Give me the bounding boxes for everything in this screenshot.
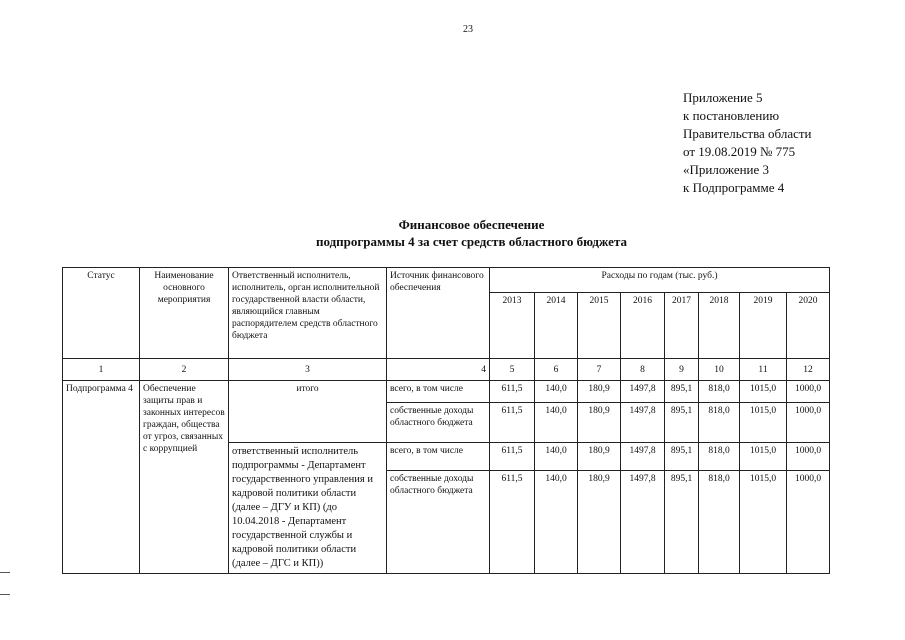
header-expenses: Расходы по годам (тыс. руб.) xyxy=(490,268,830,293)
margin-mark xyxy=(0,594,10,595)
value-cell: 1015,0 xyxy=(740,381,787,403)
value-cell: 1000,0 xyxy=(787,381,830,403)
col-number: 1 xyxy=(63,359,140,381)
col-number: 11 xyxy=(740,359,787,381)
appendix-line: Приложение 5 xyxy=(683,90,763,105)
value-cell: 611,5 xyxy=(490,381,535,403)
value-cell: 611,5 xyxy=(490,443,535,471)
value-cell: 1000,0 xyxy=(787,403,830,443)
value-cell: 611,5 xyxy=(490,470,535,573)
value-cell: 1497,8 xyxy=(621,381,665,403)
value-cell: 140,0 xyxy=(535,403,578,443)
header-year: 2014 xyxy=(535,293,578,359)
header-year: 2017 xyxy=(665,293,699,359)
header-measure: Наименование основного мероприятия xyxy=(140,268,229,359)
value-cell: 1015,0 xyxy=(740,443,787,471)
col-number: 4 xyxy=(387,359,490,381)
value-cell: 1000,0 xyxy=(787,470,830,573)
executor-cell: итого xyxy=(229,381,387,443)
appendix-line: «Приложение 3 xyxy=(683,162,770,177)
title-line-2: подпрограммы 4 за счет средств областного бюджета xyxy=(315,234,627,249)
appendix-line: к Подпрограмме 4 xyxy=(683,180,785,195)
appendix-line: от 19.08.2019 № 775 xyxy=(683,144,796,159)
value-cell: 818,0 xyxy=(699,403,740,443)
value-cell: 140,0 xyxy=(535,381,578,403)
status-cell: Подпрограмма 4 xyxy=(63,381,140,574)
col-number: 6 xyxy=(535,359,578,381)
appendix-line: Правительства области xyxy=(683,126,812,141)
value-cell: 180,9 xyxy=(578,403,621,443)
header-year: 2019 xyxy=(740,293,787,359)
document-title xyxy=(0,216,905,250)
value-cell: 818,0 xyxy=(699,443,740,471)
source-cell: всего, в том числе xyxy=(387,381,490,403)
value-cell: 1497,8 xyxy=(621,470,665,573)
header-executor: Ответственный исполнитель, исполнитель, орган исполнительной государственной власти области, являющийся главным распорядителем средств областного бюджета xyxy=(229,268,387,359)
value-cell: 895,1 xyxy=(665,443,699,471)
value-cell: 611,5 xyxy=(490,403,535,443)
value-cell: 140,0 xyxy=(535,443,578,471)
header-year: 2020 xyxy=(787,293,830,359)
executor-cell: ответственный исполнитель подпрограммы - Департамент государственного управления и кадровой политики области (далее – ДГУ и КП) (до 10.04.2018 - Департамент государственной службы и кадровой политики области (далее – ДГС и КП)) xyxy=(229,443,387,574)
value-cell: 1015,0 xyxy=(740,470,787,573)
margin-mark xyxy=(0,572,10,573)
source-cell: собственные доходы областного бюджета xyxy=(387,403,490,443)
value-cell: 1497,8 xyxy=(621,443,665,471)
appendix-block xyxy=(683,89,812,197)
value-cell: 1015,0 xyxy=(740,403,787,443)
header-year: 2015 xyxy=(578,293,621,359)
value-cell: 180,9 xyxy=(578,470,621,573)
value-cell: 1497,8 xyxy=(621,403,665,443)
table-row xyxy=(63,381,830,403)
finance-table xyxy=(62,267,830,574)
value-cell: 895,1 xyxy=(665,381,699,403)
source-cell: всего, в том числе xyxy=(387,443,490,471)
header-year: 2016 xyxy=(621,293,665,359)
col-number: 3 xyxy=(229,359,387,381)
header-year: 2013 xyxy=(490,293,535,359)
col-number: 7 xyxy=(578,359,621,381)
header-source: Источник финансового обеспечения xyxy=(387,268,490,359)
value-cell: 895,1 xyxy=(665,403,699,443)
value-cell: 180,9 xyxy=(578,381,621,403)
col-number: 10 xyxy=(699,359,740,381)
source-cell: собственные доходы областного бюджета xyxy=(387,470,490,573)
value-cell: 818,0 xyxy=(699,381,740,403)
col-number: 2 xyxy=(140,359,229,381)
value-cell: 1000,0 xyxy=(787,443,830,471)
col-number: 8 xyxy=(621,359,665,381)
appendix-line: к постановлению xyxy=(683,108,780,123)
header-year: 2018 xyxy=(699,293,740,359)
measure-cell: Обеспечение защиты прав и законных интересов граждан, общества от угроз, связанных с коррупцией xyxy=(140,381,229,574)
title-line-1: Финансовое обеспечение xyxy=(398,217,545,232)
col-number: 12 xyxy=(787,359,830,381)
col-number: 5 xyxy=(490,359,535,381)
value-cell: 895,1 xyxy=(665,470,699,573)
value-cell: 180,9 xyxy=(578,443,621,471)
value-cell: 818,0 xyxy=(699,470,740,573)
header-status: Статус xyxy=(63,268,140,359)
value-cell: 140,0 xyxy=(535,470,578,573)
col-number: 9 xyxy=(665,359,699,381)
page-number: 23 xyxy=(463,24,473,35)
